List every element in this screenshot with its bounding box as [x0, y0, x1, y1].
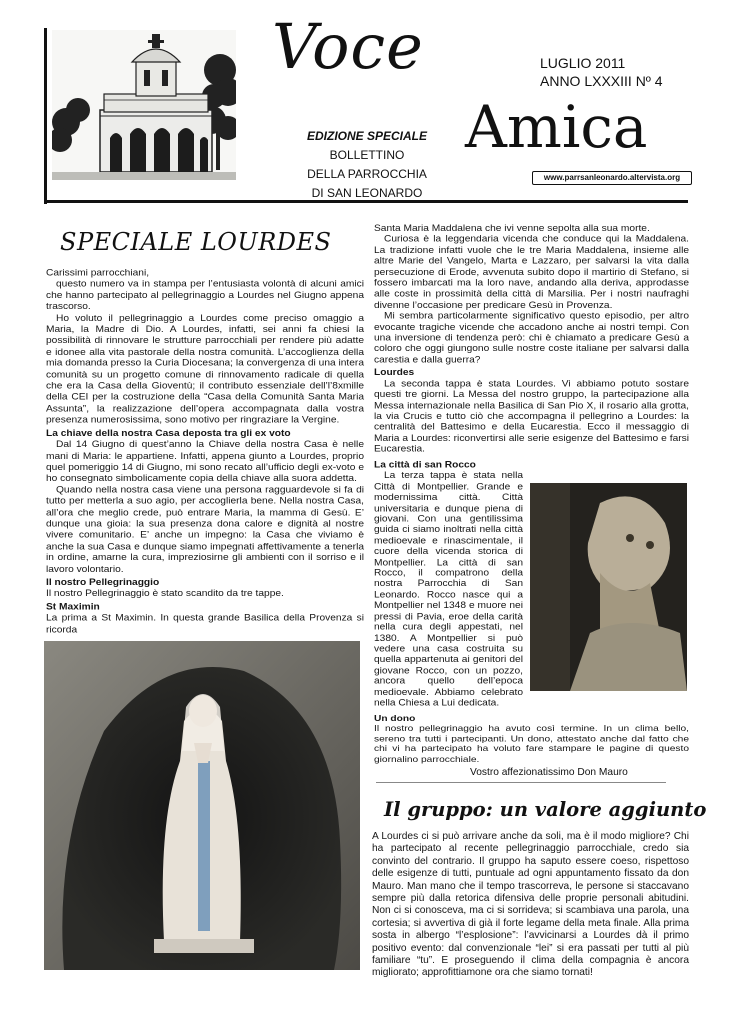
issue-number: ANNO LXXXIII Nº 4 [540, 73, 663, 89]
section-subheading: La chiave della nostra Casa deposta tra gli ex voto [46, 428, 291, 439]
edition-title: EDIZIONE SPECIALE [306, 129, 428, 143]
section-subheading: La città di san Rocco [374, 460, 476, 471]
section-subheading: Il nostro Pellegrinaggio [46, 577, 160, 588]
section-subheading: Lourdes [374, 368, 415, 378]
article-column-gruppo: A Lourdes ci si può arrivare anche da soli, ma è il modo migliore? Chi ha partecipato al recente pellegrinaggio parrocchiale, credo sia convinto del contrario. Il gruppo ha saputo essere coeso, rispettoso delle esigenze di tutti, puntuale ad ogni appuntamento fissato da don Mauro. Man mano che il tempo trascorreva, le persone si staccavano sempre più dalla retorica difensiva delle proprie personali abitudini. Non ci si conosceva, ma ci si sorrideva; si scambiava una parola, una cortesia; si avvertiva di già il forte legame della meta finale. Alla prima sosta in albergo “l’esplosione”: l’avvicinarsi a Lourdes dà il primo positivo evento: dal convenzionale “lei” si era passati per tutti al più familiare “tu”. E proseguendo il clima della compagnia è ancora migliorato; approfittiamone ora che siamo tornati! [372, 831, 689, 979]
paragraph: Ho voluto il pellegrinaggio a Lourdes come preciso omaggio a Maria, la Madre di Dio. A Lourdes, infatti, sei anni fa chiesi la possibilità di rinnovare le strutture parrocchiali per rendere più adatte e idonee alla vita pastorale della nostra comunità. L’accoglienza della mia domanda presso la Curia Diocesana; la convergenza di una intera comunità su un progetto comune di rinnovamento radicale di quella che era la Casa della Gioventù; il contributo essenziale dell’l’8xmille della CEI per la costruzione della “Casa della Comunità Santa Maria Assunta”, la realizzazione dell’opera accompagnata dalla vostra presenza numerosissima, sono motivo per ringraziare la Vergine. [46, 313, 364, 426]
edition-line: BOLLETTINO [329, 148, 405, 162]
masthead-title-amica: Amica [465, 93, 648, 161]
paragraph: Mi sembra particolarmente significativo questo episodio, per altro evocante tragiche vicende che accadono anche ai nostri tempi. Con una inversione di tendenza però: chi è chiamato a predicare Gesù a coloro che oggi giungono sulle nostre coste italiane per salvarsi dalla carestia e dalla guerra? [374, 311, 689, 366]
paragraph: Quando nella nostra casa viene una persona ragguardevole si fa di tutto per metterla a suo agio, per accoglierla bene. Nella nostra Casa, all’ora che meglio crede, può entrare Maria, la mamma di Gesù. E’ dunque una gioia: la sua presenza dona calore e dignità al nostre vivere comunitario. E’ anche un impegno: la Casa che viviamo è anche la sua Casa e dunque siamo impegnati affettivamente a tenerla in ordine, amarne la cura, impreziosirne gli ambienti con il sorriso e il lavoro volontario. [46, 485, 364, 575]
paragraph: La prima a St Maximin. In questa grande Basilica della Provenza si ricorda [46, 613, 364, 635]
edition-line: DI SAN LEONARDO [311, 186, 423, 200]
signature: Vostro affezionatissimo Don Mauro [470, 767, 628, 778]
masthead-rule-vertical [44, 28, 47, 204]
paragraph: Il nostro pellegrinaggio ha avuto così termine. In un clima bello, sereno tra tutti i partecipanti. Un dono, attestato anche dal fatto che chi vi ha partecipato ha voluto fare stampare le pagine di questo giornalino parrocchiale. [374, 724, 689, 764]
website-url[interactable]: www.parrsanleonardo.altervista.org [532, 171, 692, 185]
paragraph: questo numero va in stampa per l’entusiasta volontà di alcuni amici che hanno partecipato al pellegrinaggio a Lourdes nel Giugno appena trascorso. [46, 279, 364, 313]
paragraph: La seconda tappa è stata Lourdes. Vi abbiamo potuto sostare questi tre giorni. La Messa del nostro gruppo, la partecipazione alla Messa internazionale nella Basilica di San Pio X, il rosario alla grotta, la via Crucis e tutto ciò che accompagna il pellegrino a Lourdes: la centralità del Battesimo e della Eucarestia. Ecco il messaggio di Maria a Lourdes: riconvertirsi alle serie esigenze del Battesimo e farsi Eucarestia. [374, 378, 689, 455]
paragraph: Dal 14 Giugno di quest’anno la Chiave della nostra Casa è nelle mani di Maria: le appartiene. Infatti, appena giunto a Lourdes, proprio quel pomeriggio 14 di Giugno, mi sono recato all’ufficio degli ex-voto e ho consegnato simbolicamente copia della chiave alla suora addetta. [46, 439, 364, 484]
san-rocco-statue-photo [530, 483, 687, 691]
edition-block [292, 127, 442, 203]
madonna-statue-photo [44, 641, 360, 970]
paragraph: Curiosa è la leggendaria vicenda che conduce qui la Maddalena. La tradizione infatti vuole che le tre Maria Maddalena, insieme alle altre Marie del Vangelo, Marta e Lazzaro, per salvarsi la vita dalla persecuzione di Erode, avvenuta subito dopo il martirio di Stefano, si fossero imbarcati ma la loro nave, andando alla deriva, approdasse alle coste in prossimità della città di Marsilia. Per i nostri naufraghi divenne l’occasione per predicare Gesù in Provenza. [374, 234, 689, 311]
article-column-rocco [374, 459, 523, 709]
paragraph: Il nostro Pellegrinaggio è stato scandito da tre tappe. [46, 588, 284, 599]
paragraph: Carissimi parrocchiani, [46, 268, 150, 279]
paragraph: Santa Maria Maddalena che ivi venne sepolta alla sua morte. [374, 224, 650, 234]
issue-date: LUGLIO 2011 [540, 55, 626, 71]
paragraph: La terza tappa è stata nella Città di Montpellier. Grande e modernissima città. Città universitaria e dunque piena di giovani. Con una gentilissima guida ci siamo inoltrati nella città medioevale e rinascimentale, il cuore della vicenda storica di Montpellier. La città di san Rocco, il compatrono della nostra Parrocchia di San Leonardo. Rocco nasce qui a Montpellier nel 1348 e muore nei pressi di Pavia, eroe della carità nella cura degli appestati, nel 1380. A Montpellier si può vedere una casa costruita su quella appartenuta ai genitori del giovane Rocco, con un pozzo, ancora quello dell’epoca medioevale. Abbiamo celebrato nella Chiesa a Lui dedicata. [374, 471, 523, 709]
issue-date-block [540, 54, 690, 90]
article-column-right-top [374, 224, 689, 456]
section-divider [376, 782, 666, 783]
masthead-title-voce: Voce [272, 10, 424, 83]
article-column-left [46, 268, 364, 636]
church-engraving-image [52, 30, 236, 180]
article-column-dono [374, 713, 689, 765]
article-headline-gruppo: Il gruppo: un valore aggiunto [384, 798, 707, 821]
edition-line: DELLA PARROCCHIA [307, 167, 427, 181]
section-subheading: Un dono [374, 714, 416, 724]
article-headline-speciale-lourdes: SPECIALE LOURDES [60, 228, 332, 256]
section-subheading: St Maximin [46, 602, 100, 613]
